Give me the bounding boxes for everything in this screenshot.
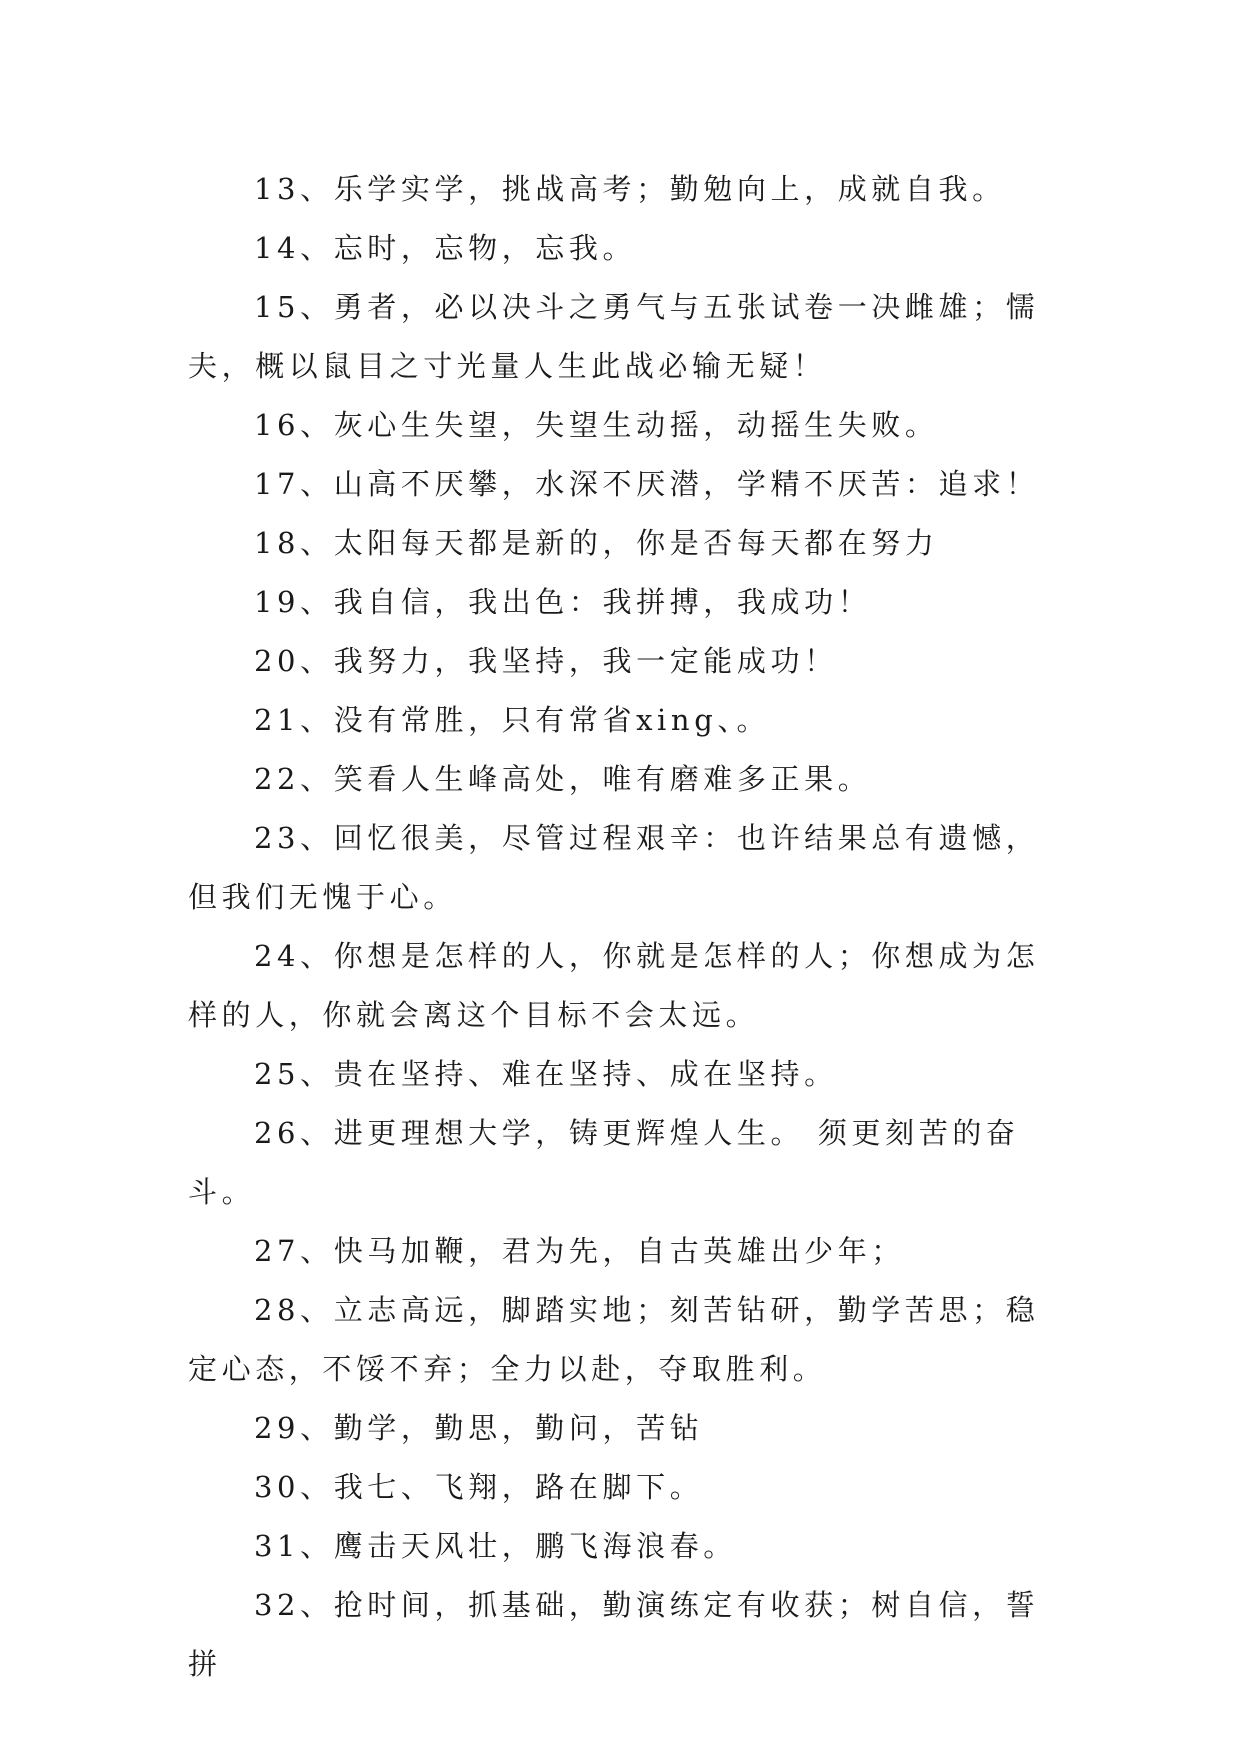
paragraph-23: 23、回忆很美，尽管过程艰辛：也许结果总有遗憾，但我们无愧于心。 xyxy=(188,821,1040,914)
paragraph-30: 30、我七、飞翔，路在脚下。 xyxy=(254,1470,704,1504)
paragraph-17: 17、山高不厌攀，水深不厌潜，学精不厌苦：追求！ xyxy=(254,467,1040,501)
paragraph-32: 32、抢时间，抓基础，勤演练定有收获；树自信，誓拼 xyxy=(188,1588,1040,1681)
paragraph-27: 27、快马加鞭，君为先，自古英雄出少年； xyxy=(254,1234,905,1268)
paragraph-13: 13、乐学实学，挑战高考；勤勉向上，成就自我。 xyxy=(254,172,1006,206)
paragraph-29: 29、勤学，勤思，勤问，苦钻 xyxy=(254,1411,704,1445)
paragraph-26: 26、进更理想大学，铸更辉煌人生。 须更刻苦的奋斗。 xyxy=(188,1116,1020,1209)
paragraph-20: 20、我努力，我坚持，我一定能成功！ xyxy=(254,644,838,678)
paragraph-21: 21、没有常胜，只有常省xing、。 xyxy=(254,703,771,737)
paragraph-22: 22、笑看人生峰高处，唯有磨难多正果。 xyxy=(254,762,872,796)
paragraph-16: 16、灰心生失望，失望生动摇，动摇生失败。 xyxy=(254,408,939,442)
document-body xyxy=(188,160,1068,1694)
paragraph-31: 31、鹰击天风壮，鹏飞海浪春。 xyxy=(254,1529,737,1563)
paragraph-25: 25、贵在坚持、难在坚持、成在坚持。 xyxy=(254,1057,838,1091)
paragraph-19: 19、我自信，我出色：我拼搏，我成功！ xyxy=(254,585,872,619)
paragraph-28: 28、立志高远，脚踏实地；刻苦钻研，勤学苦思；稳定心态，不馁不弃；全力以赴，夺取胜利。 xyxy=(188,1293,1040,1386)
paragraph-15: 15、勇者，必以决斗之勇气与五张试卷一决雌雄；懦夫，概以鼠目之寸光量人生此战必输无疑！ xyxy=(188,290,1040,383)
paragraph-14: 14、忘时，忘物，忘我。 xyxy=(254,231,637,265)
paragraph-18: 18、太阳每天都是新的，你是否每天都在努力 xyxy=(254,526,939,560)
paragraph-24: 24、你想是怎样的人，你就是怎样的人；你想成为怎样的人，你就会离这个目标不会太远。 xyxy=(188,939,1040,1032)
